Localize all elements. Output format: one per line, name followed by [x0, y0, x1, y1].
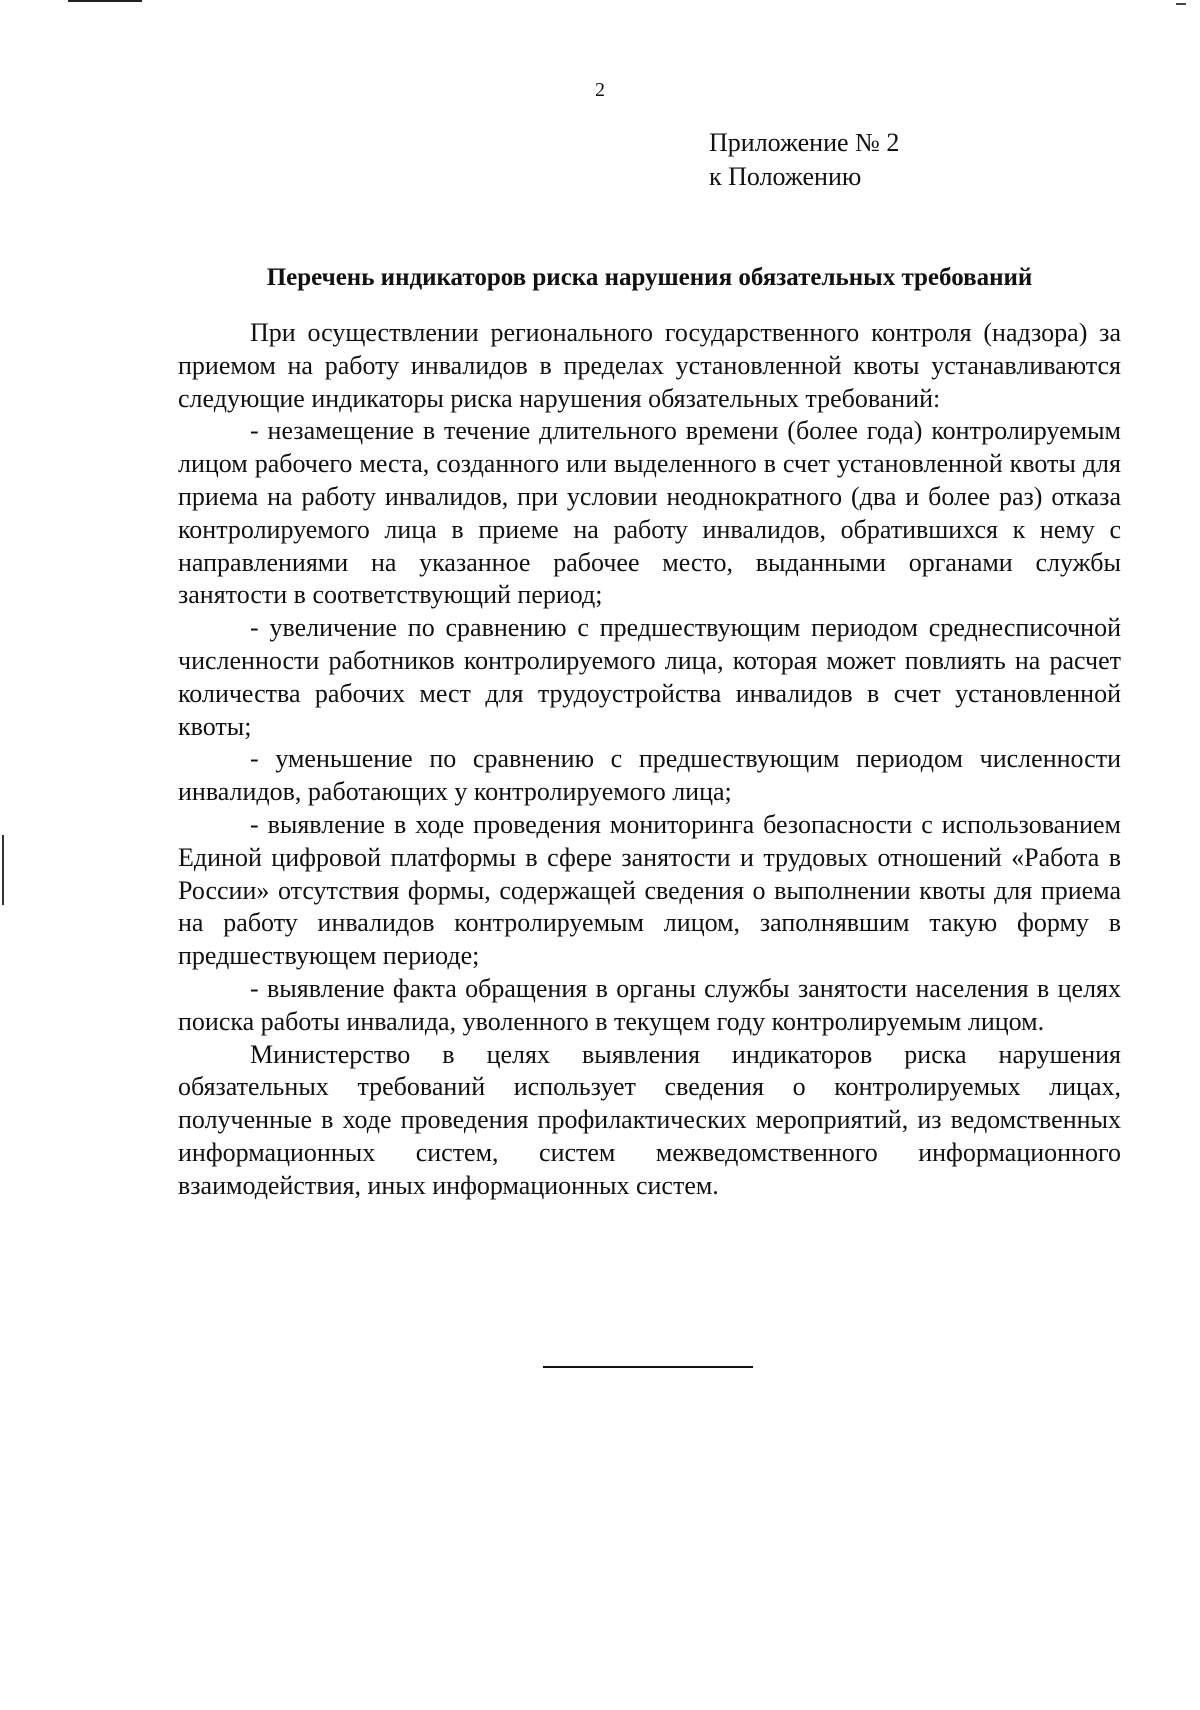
indicator-item-4: - выявление в ходе проведения мониторинга безопасности с использованием Единой цифровой платформы в сфере занятости и трудовых отношений «Работа в России» отсутствия формы, содержащей сведения о выполнении квоты для приема на работу инвалидов контролируемым лицом, заполнявшим такую форму в предшествующем периоде; [178, 809, 1121, 971]
appendix-reference [709, 126, 899, 194]
indicator-item-3: - уменьшение по сравнению с предшествующим периодом численности инвалидов, работающих у контролируемого лица; [178, 744, 1121, 807]
intro-paragraph: При осуществлении регионального государственного контроля (надзора) за приемом на работу инвалидов в пределах установленной квоты устанавливаются следующие индикаторы риска нарушения обязательных требований: [178, 318, 1121, 413]
indicator-item-5: - выявление факта обращения в органы службы занятости населения в целях поиска работы инвалида, уволенного в текущем году контролируемым лицом. [178, 973, 1121, 1036]
appendix-line-2: к Положению [709, 162, 862, 191]
page-number: 2 [595, 79, 605, 101]
scan-artifact-right [1176, 3, 1186, 5]
scan-artifact-left [2, 835, 4, 905]
indicator-item-1: - незамещение в течение длительного времени (более года) контролируемым лицом рабочего места, созданного или выделенного в счет установленной квоты для приема на работу инвалидов, при условии неоднократного (два и более раз) отказа контролируемого лица в приеме на работу инвалидов, обратившихся к нему с направлениями на указанное рабочее место, выданными органами службы занятости в соответствующий период; [178, 416, 1121, 610]
document-body [178, 317, 1121, 1203]
scan-artifact-top [68, 0, 142, 2]
appendix-line-1: Приложение № 2 [709, 128, 900, 157]
closing-paragraph: Министерство в целях выявления индикаторов риска нарушения обязательных требований использует сведения о контролируемых лицах, полученные в ходе проведения профилактических мероприятий, из ведомственных информационных систем, систем межведомственного информационного взаимодействия, иных информационных систем. [178, 1039, 1121, 1200]
document-title: Перечень индикаторов риска нарушения обязательных требований [266, 264, 1033, 291]
indicator-item-2: - увеличение по сравнению с предшествующим периодом среднесписочной численности работников контролируемого лица, которая может повлиять на расчет количества рабочих мест для трудоустройства инвалидов в счет установленной квоты; [178, 613, 1121, 741]
closing-divider [543, 1366, 753, 1368]
